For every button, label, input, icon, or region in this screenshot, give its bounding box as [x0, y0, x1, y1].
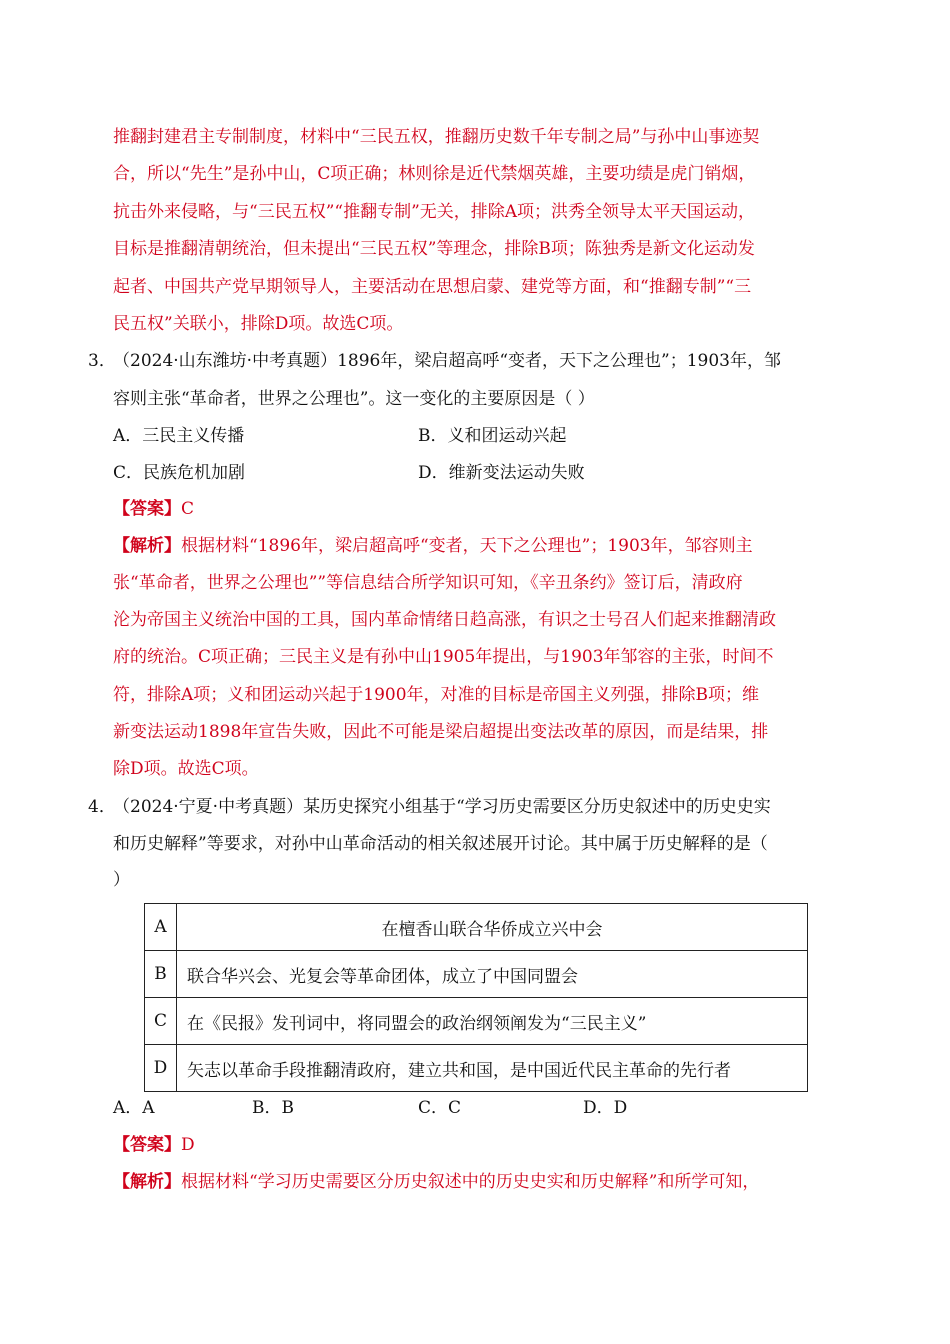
table-key: C [145, 998, 177, 1045]
table-text: 在檀香山联合华侨成立兴中会 [177, 904, 808, 951]
analysis-line: 根据材料“1896年，梁启超高呼“变者，天下之公理也”；1903年，邹容则主 [181, 536, 753, 556]
question-stem-line: （2024·山东潍坊·中考真题）1896年，梁启超高呼“变者，天下之公理也”；1903年，邹 [113, 351, 781, 371]
table-key: D [145, 1045, 177, 1092]
option-c: C．C [418, 1098, 462, 1118]
table-text: 矢志以革命手段推翻清政府，建立共和国，是中国近代民主革命的先行者 [177, 1045, 808, 1092]
analysis-line: 新变法运动1898年宣告失败，因此不可能是梁启超提出变法改革的原因，而是结果，排 [113, 722, 769, 742]
answer-value: D [181, 1135, 195, 1155]
analysis-line: 府的统治。C项正确；三民主义是有孙中山1905年提出，与1903年邹容的主张，时间不 [113, 647, 774, 667]
analysis-line: 除D项。故选C项。 [113, 759, 259, 779]
prev-explanation-line: 民五权”关联小，排除D项。故选C项。 [113, 314, 404, 334]
table-row [145, 904, 808, 951]
option-a: A．三民主义传播 [113, 426, 245, 446]
answer-row [113, 498, 194, 520]
table-text: 在《民报》发刊词中，将同盟会的政治纲领阐发为“三民主义” [177, 998, 808, 1045]
option-b: B．义和团运动兴起 [418, 426, 567, 446]
table-row [145, 998, 808, 1045]
analysis-tag: 【解析】 [113, 1172, 181, 1192]
question-number: 4． [88, 797, 116, 817]
question-number: 3． [88, 351, 116, 371]
option-b: B．B [252, 1098, 294, 1118]
prev-explanation-line: 目标是推翻清朝统治，但未提出“三民五权”等理念，排除B项；陈独秀是新文化运动发 [113, 239, 755, 259]
table-row [145, 951, 808, 998]
question-stem-line: ） [113, 870, 130, 890]
analysis-line: 张“革命者，世界之公理也””等信息结合所学知识可知，《辛丑条约》签订后，清政府 [113, 573, 743, 593]
analysis-row [113, 1171, 759, 1193]
answer-row [113, 1134, 195, 1156]
question-stem-line: 容则主张“革命者，世界之公理也”。这一变化的主要原因是（ ） [113, 389, 595, 409]
option-d: D．维新变法运动失败 [418, 463, 585, 483]
option-d: D．D [583, 1098, 628, 1118]
option-a: A．A [113, 1098, 155, 1118]
table-text: 联合华兴会、光复会等革命团体，成立了中国同盟会 [177, 951, 808, 998]
analysis-line: 沦为帝国主义统治中国的工具，国内革命情绪日趋高涨，有识之士号召人们起来推翻清政 [113, 610, 776, 630]
prev-explanation-line: 抗击外来侵略，与“三民五权”“推翻专制”无关，排除A项；洪秀全领导太平天国运动， [113, 202, 756, 222]
table-key: A [145, 904, 177, 951]
option-c: C．民族危机加剧 [113, 463, 246, 483]
answer-tag: 【答案】 [113, 1135, 181, 1155]
question-stem-line: 和历史解释”等要求，对孙中山革命活动的相关叙述展开讨论。其中属于历史解释的是（ [113, 834, 768, 854]
analysis-row [113, 535, 753, 557]
table-key: B [145, 951, 177, 998]
answer-tag: 【答案】 [113, 499, 181, 519]
analysis-line: 根据材料“学习历史需要区分历史叙述中的历史史实和历史解释”和所学可知， [181, 1172, 760, 1192]
prev-explanation-line: 合，所以“先生”是孙中山，C项正确；林则徐是近代禁烟英雄，主要功绩是虎门销烟， [113, 164, 756, 184]
answer-value: C [181, 499, 195, 519]
analysis-tag: 【解析】 [113, 536, 181, 556]
prev-explanation-line: 推翻封建君主专制制度，材料中“三民五权，推翻历史数千年专制之局”与孙中山事迹契 [113, 127, 760, 147]
prev-explanation-line: 起者、中国共产党早期领导人，主要活动在思想启蒙、建党等方面，和“推翻专制”“三 [113, 277, 752, 297]
options-table [144, 903, 808, 1092]
question-stem-line: （2024·宁夏·中考真题）某历史探究小组基于“学习历史需要区分历史叙述中的历史史实 [113, 797, 771, 817]
table-row [145, 1045, 808, 1092]
analysis-line: 符，排除A项；义和团运动兴起于1900年，对准的目标是帝国主义列强，排除B项；维 [113, 685, 760, 705]
